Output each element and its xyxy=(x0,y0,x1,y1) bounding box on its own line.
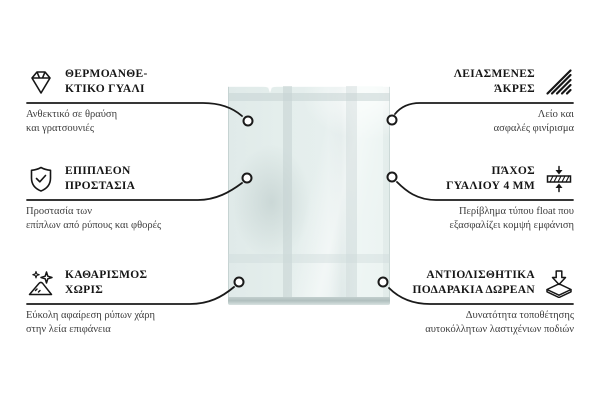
feature-title: ΛΕΙΑΣΜΕΝΕΣ ΆΚΡΕΣ xyxy=(453,68,535,95)
feature-polished-edges xyxy=(384,62,574,135)
window-reflection-mullion xyxy=(228,93,390,101)
window-reflection-highlight xyxy=(357,86,383,297)
feature-title: ΠΆΧΟΣ ΓΥΑΛΙΟΥ 4 MM xyxy=(446,165,535,192)
feature-title: ΕΠΙΠΛΕΟΝ ΠΡΟΣΤΑΣΙΑ xyxy=(65,165,136,192)
feature-header xyxy=(26,159,216,199)
feature-header xyxy=(26,263,216,303)
feature-description: Περίβλημα τύπου float που εξασφαλίζει κομψή εμφάνιση xyxy=(449,206,574,231)
feature-easy-cleaning xyxy=(26,263,216,336)
diamond-icon xyxy=(26,67,56,97)
feature-description: Δυνατότητα τοποθέτησης αυτοκόλλητων λαστιχένιων ποδιών xyxy=(425,310,574,335)
window-reflection-mullion xyxy=(346,86,357,297)
feature-description: Προστασία των επίπλων από ρύπους και φθορές xyxy=(26,206,162,231)
feature-description: Ανθεκτικό σε θραύση και γρατσουνιές xyxy=(26,109,118,134)
glass-thickness-icon xyxy=(544,164,574,194)
feature-title: ΚΑΘΑΡΙΣΜΟΣ ΧΩΡΙΣ xyxy=(65,269,148,296)
feature-anti-slip-feet xyxy=(384,263,574,336)
sparkle-clean-icon xyxy=(26,268,56,298)
feature-header xyxy=(384,62,574,102)
feature-glass-thickness xyxy=(384,159,574,232)
feature-title: ΑΝΤΙΟΛΙΣΘΗΤΙΚΑ ΠΟΔΑΡΑΚΙΑ ΔΩΡΕΑΝ xyxy=(412,269,535,296)
feature-description: Λείο και ασφαλές φινίρισμα xyxy=(493,109,574,134)
feature-header xyxy=(384,159,574,199)
feature-description: Εύκολη αφαίρεση ρύπων χάρη στην λεία επιφάνεια xyxy=(26,310,156,335)
shield-check-icon xyxy=(26,164,56,194)
feature-heat-resistant-glass xyxy=(26,62,216,135)
glass-panel-image xyxy=(228,86,390,297)
feature-header xyxy=(26,62,216,102)
window-reflection-mullion xyxy=(283,86,292,297)
install-feet-icon xyxy=(544,268,574,298)
feature-header xyxy=(384,263,574,303)
window-reflection-mullion xyxy=(228,254,390,263)
feature-title: ΘΕΡΜΟΑΝΘΕ- ΚΤΙΚΟ ΓΥΑΛΙ xyxy=(65,68,148,95)
hatched-edge-icon xyxy=(544,67,574,97)
feature-extra-protection xyxy=(26,159,216,232)
glass-bottom-edge xyxy=(228,297,390,305)
